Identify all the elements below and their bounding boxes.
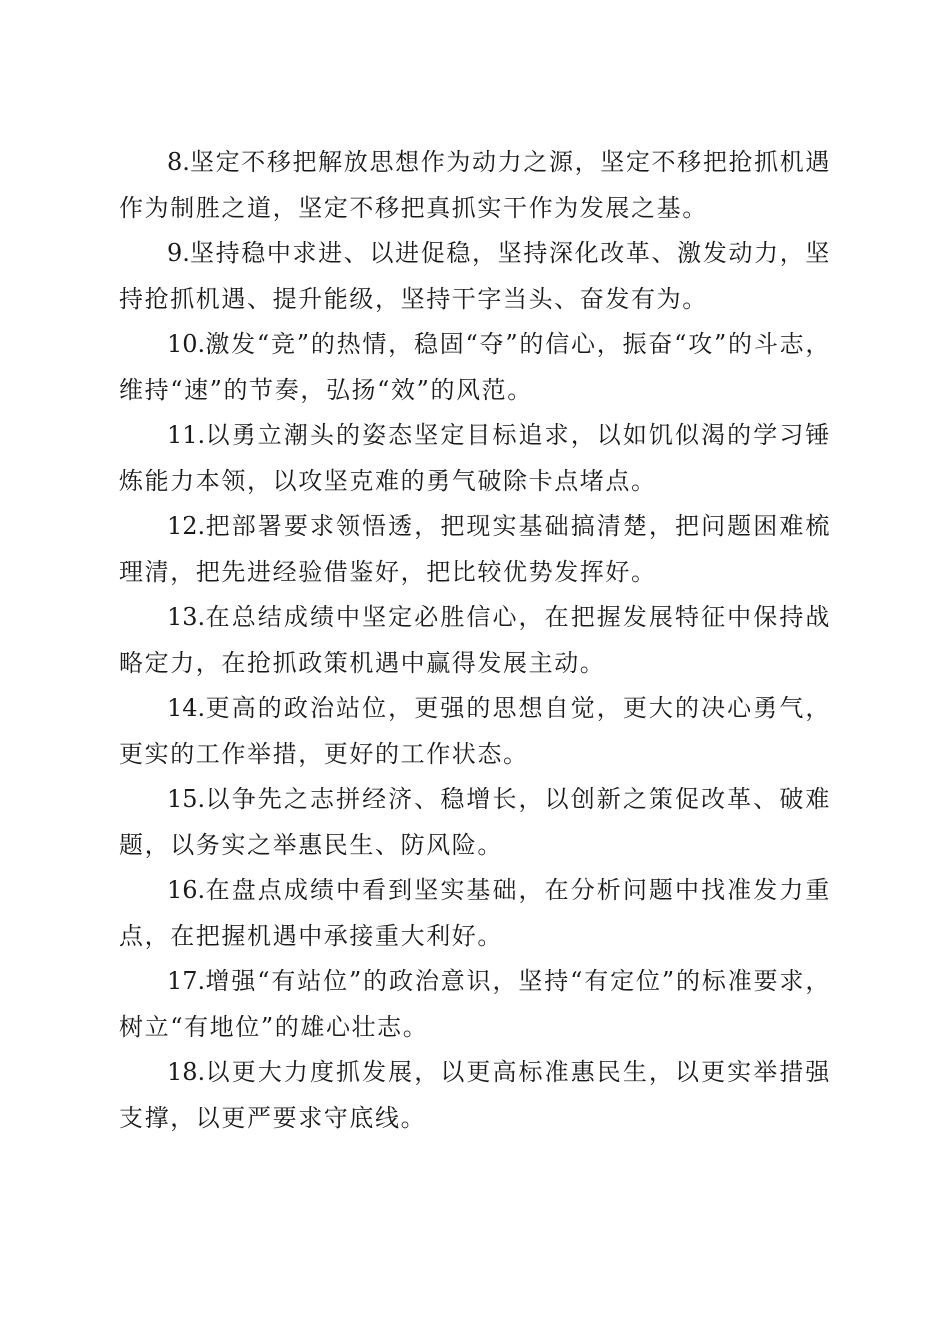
paragraph-15 [119, 777, 831, 868]
paragraph-17 [119, 959, 831, 1050]
paragraph-text: 坚持稳中求进、以进促稳，坚持深化改革、激发动力，坚持抢抓机遇、提升能级，坚持干字当头、奋发有为。 [119, 239, 831, 313]
paragraph-14 [119, 686, 831, 777]
paragraph-16 [119, 868, 831, 959]
paragraph-number: 10. [167, 330, 206, 358]
paragraph-8 [119, 140, 831, 231]
paragraph-text: 以争先之志拼经济、稳增长，以创新之策促改革、破难题，以务实之举惠民生、防风险。 [119, 785, 831, 859]
paragraph-text: 以勇立潮头的姿态坚定目标追求，以如饥似渴的学习锤炼能力本领，以攻坚克难的勇气破除卡点堵点。 [119, 421, 831, 495]
paragraph-number: 13. [167, 603, 206, 631]
paragraph-number: 9. [167, 239, 190, 267]
paragraph-text: 在总结成绩中坚定必胜信心，在把握发展特征中保持战略定力，在抢抓政策机遇中赢得发展主动。 [119, 603, 831, 677]
paragraph-number: 17. [167, 967, 206, 995]
document-body [119, 140, 831, 1141]
paragraph-10 [119, 322, 831, 413]
paragraph-number: 15. [167, 785, 206, 813]
paragraph-number: 18. [167, 1058, 206, 1086]
paragraph-text: 以更大力度抓发展，以更高标准惠民生，以更实举措强支撑，以更严要求守底线。 [119, 1058, 831, 1132]
paragraph-text: 更高的政治站位，更强的思想自觉，更大的决心勇气，更实的工作举措，更好的工作状态。 [119, 694, 831, 768]
paragraph-12 [119, 504, 831, 595]
paragraph-9 [119, 231, 831, 322]
paragraph-number: 12. [167, 512, 206, 540]
paragraph-number: 14. [167, 694, 206, 722]
paragraph-text: 把部署要求领悟透，把现实基础搞清楚，把问题困难梳理清，把先进经验借鉴好，把比较优势发挥好。 [119, 512, 831, 586]
paragraph-text: 坚定不移把解放思想作为动力之源，坚定不移把抢抓机遇作为制胜之道，坚定不移把真抓实干作为发展之基。 [119, 148, 831, 222]
paragraph-13 [119, 595, 831, 686]
paragraph-text: 在盘点成绩中看到坚实基础，在分析问题中找准发力重点，在把握机遇中承接重大利好。 [119, 876, 831, 950]
paragraph-text: 增强“有站位”的政治意识，坚持“有定位”的标准要求，树立“有地位”的雄心壮志。 [119, 967, 831, 1041]
paragraph-18 [119, 1050, 831, 1141]
paragraph-text: 激发“竞”的热情，稳固“夺”的信心，振奋“攻”的斗志，维持“速”的节奏，弘扬“效”的风范。 [119, 330, 831, 404]
paragraph-number: 11. [167, 421, 206, 449]
paragraph-11 [119, 413, 831, 504]
paragraph-number: 8. [167, 148, 190, 176]
paragraph-number: 16. [167, 876, 206, 904]
